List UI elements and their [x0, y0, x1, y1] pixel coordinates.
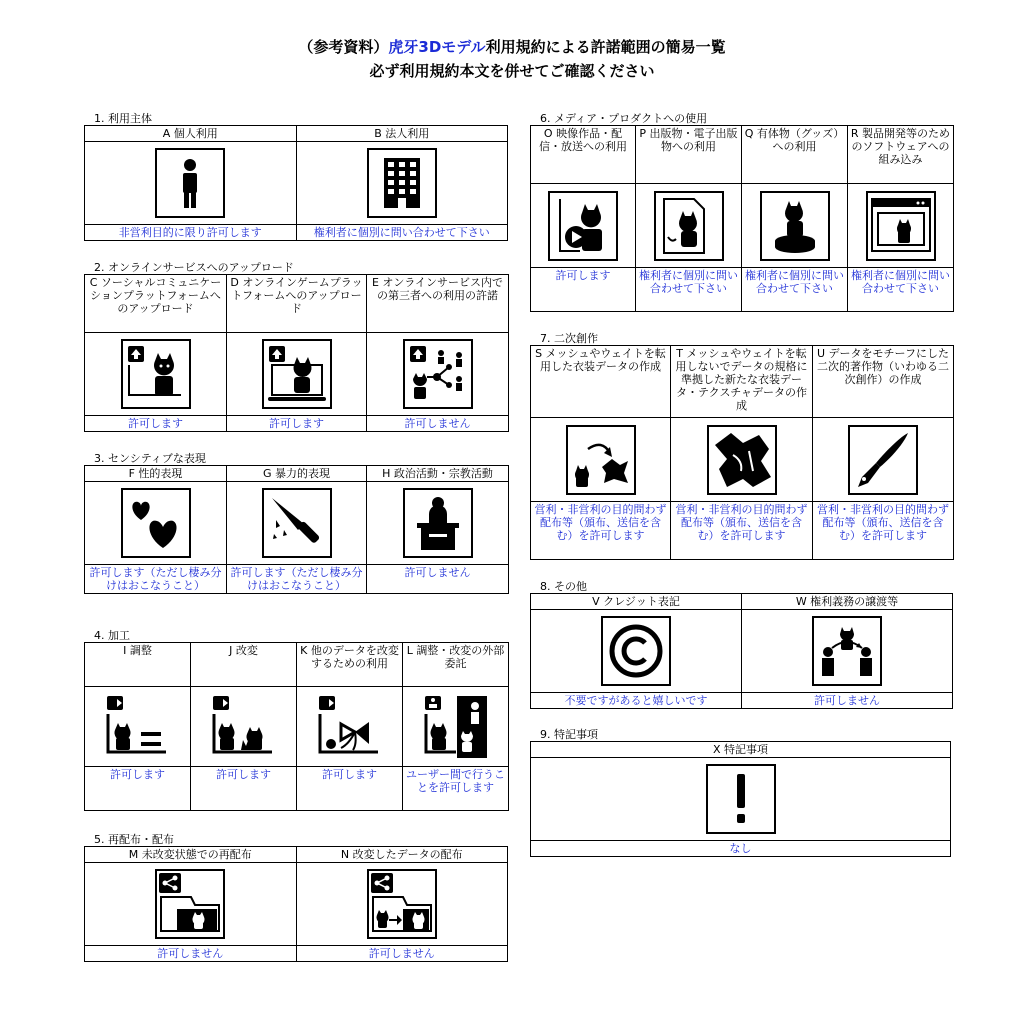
item-header-l: L 調整・改変の外部委託 — [403, 643, 509, 687]
convert-icon — [566, 425, 636, 495]
item-status-m: 許可しません — [85, 946, 297, 962]
item-header-p: P 出版物・電子出版物への利用 — [636, 126, 742, 184]
section-title-derivative: 7. 二次創作 — [540, 332, 598, 345]
page-title — [0, 36, 1024, 57]
item-status-s: 営利・非営利の目的問わず配布等（頒布、送信を含む）を許可します — [531, 502, 671, 560]
item-status-r: 権利者に個別に問い合わせて下さい — [848, 268, 954, 312]
bow-icon — [317, 694, 383, 760]
item-header-m: M 未改変状態での再配布 — [85, 847, 297, 863]
item-header-c: C ソーシャルコミュニケーションプラットフォームへのアップロード — [85, 275, 227, 333]
item-header-x: X 特記事項 — [531, 742, 951, 758]
item-header-w: W 権利義務の譲渡等 — [742, 594, 953, 610]
section-derivative — [530, 345, 954, 560]
item-status-k: 許可します — [297, 767, 403, 811]
share-modified-icon — [367, 869, 437, 939]
section-title-other: 8. その他 — [540, 580, 587, 593]
building-icon — [367, 148, 437, 218]
item-status-u: 営利・非営利の目的問わず配布等（頒布、送信を含む）を許可します — [813, 502, 954, 560]
item-status-f: 許可します（ただし棲み分けはおこなうこと） — [85, 565, 227, 594]
item-status-n: 許可しません — [296, 946, 508, 962]
section-other — [530, 593, 953, 709]
item-header-q: Q 有体物（グッズ）への利用 — [742, 126, 848, 184]
title-suffix: 利用規約による許諾範囲の簡易一覧 — [485, 38, 726, 56]
section-redistribution — [84, 846, 508, 962]
item-status-g: 許可します（ただし棲み分けはおこなうこと） — [227, 565, 367, 594]
section-title-special-notes: 9. 特記事項 — [540, 728, 598, 741]
upload-cat-icon — [121, 339, 191, 409]
section-media-products — [530, 125, 954, 312]
section-title-media-products: 6. メディア・プロダクトへの使用 — [540, 112, 708, 125]
item-header-d: D オンラインゲームプラットフォームへのアップロード — [227, 275, 367, 333]
knife-icon — [262, 488, 332, 558]
pen-icon — [848, 425, 918, 495]
adjust-icon — [105, 694, 171, 760]
item-header-t: T メッシュやウェイトを転用しないでデータの規格に準拠した新たな衣装データ・テクスチャデータの作成 — [671, 346, 813, 418]
item-status-q: 権利者に個別に問い合わせて下さい — [742, 268, 848, 312]
item-header-o: O 映像作品・配信・放送への利用 — [531, 126, 636, 184]
item-header-i: I 調整 — [85, 643, 191, 687]
outsource-icon — [423, 694, 489, 760]
video-icon — [548, 191, 618, 261]
item-status-b: 権利者に個別に問い合わせて下さい — [296, 225, 508, 241]
item-status-o: 許可します — [531, 268, 636, 312]
transfer-icon — [812, 616, 882, 686]
item-header-a: A 個人利用 — [85, 126, 297, 142]
section-title-online-upload: 2. オンラインサービスへのアップロード — [94, 261, 294, 274]
item-status-x: なし — [531, 841, 951, 857]
person-icon — [155, 148, 225, 218]
item-header-g: G 暴力的表現 — [227, 466, 367, 482]
hearts-icon — [121, 488, 191, 558]
section-usage-subject — [84, 125, 508, 241]
item-header-f: F 性的表現 — [85, 466, 227, 482]
item-status-e: 許可しません — [367, 416, 509, 432]
podium-icon — [403, 488, 473, 558]
item-status-l: ユーザー間で行うことを許可します — [403, 767, 509, 811]
title-prefix: （参考資料） — [298, 38, 389, 56]
section-special-notes — [530, 741, 951, 857]
item-header-k: K 他のデータを改変するための利用 — [297, 643, 403, 687]
item-header-r: R 製品開発等のためのソフトウェアへの組み込み — [848, 126, 954, 184]
section-online-upload — [84, 274, 509, 432]
item-header-b: B 法人利用 — [296, 126, 508, 142]
share-users-icon — [403, 339, 473, 409]
item-status-w: 許可しません — [742, 693, 953, 709]
item-status-c: 許可します — [85, 416, 227, 432]
item-status-p: 権利者に個別に問い合わせて下さい — [636, 268, 742, 312]
item-header-j: J 改変 — [191, 643, 297, 687]
item-status-h: 許可しません — [367, 565, 509, 594]
title-highlight: 虎牙3Dモデル — [388, 38, 486, 56]
item-header-s: S メッシュやウェイトを転用した衣装データの作成 — [531, 346, 671, 418]
exclamation-icon — [706, 764, 776, 834]
section-title-sensitive: 3. センシティブな表現 — [94, 452, 206, 465]
item-header-h: H 政治活動・宗教活動 — [367, 466, 509, 482]
item-header-e: E オンラインサービス内での第三者への利用の許諾 — [367, 275, 509, 333]
share-folder-icon — [155, 869, 225, 939]
section-title-processing: 4. 加工 — [94, 629, 130, 642]
item-header-n: N 改変したデータの配布 — [296, 847, 508, 863]
figure-icon — [760, 191, 830, 261]
item-status-t: 営利・非営利の目的問わず配布等（頒布、送信を含む）を許可します — [671, 502, 813, 560]
item-header-v: V クレジット表記 — [531, 594, 742, 610]
modify-icon — [211, 694, 277, 760]
section-sensitive — [84, 465, 509, 594]
item-status-j: 許可します — [191, 767, 297, 811]
section-title-usage-subject: 1. 利用主体 — [94, 112, 152, 125]
upload-monitor-cat-icon — [262, 339, 332, 409]
copyright-icon — [601, 616, 671, 686]
item-status-d: 許可します — [227, 416, 367, 432]
software-icon — [866, 191, 936, 261]
section-title-redistribution: 5. 再配布・配布 — [94, 833, 174, 846]
item-status-i: 許可します — [85, 767, 191, 811]
page-subtitle: 必ず利用規約本文を併せてご確認ください — [369, 62, 655, 80]
cloth-icon — [707, 425, 777, 495]
item-status-a: 非営利目的に限り許可します — [85, 225, 297, 241]
item-status-v: 不要ですがあると嬉しいです — [531, 693, 742, 709]
item-header-u: U データをモチーフにした二次的著作物（いわゆる二次創作）の作成 — [813, 346, 954, 418]
section-processing — [84, 642, 509, 811]
document-icon — [654, 191, 724, 261]
